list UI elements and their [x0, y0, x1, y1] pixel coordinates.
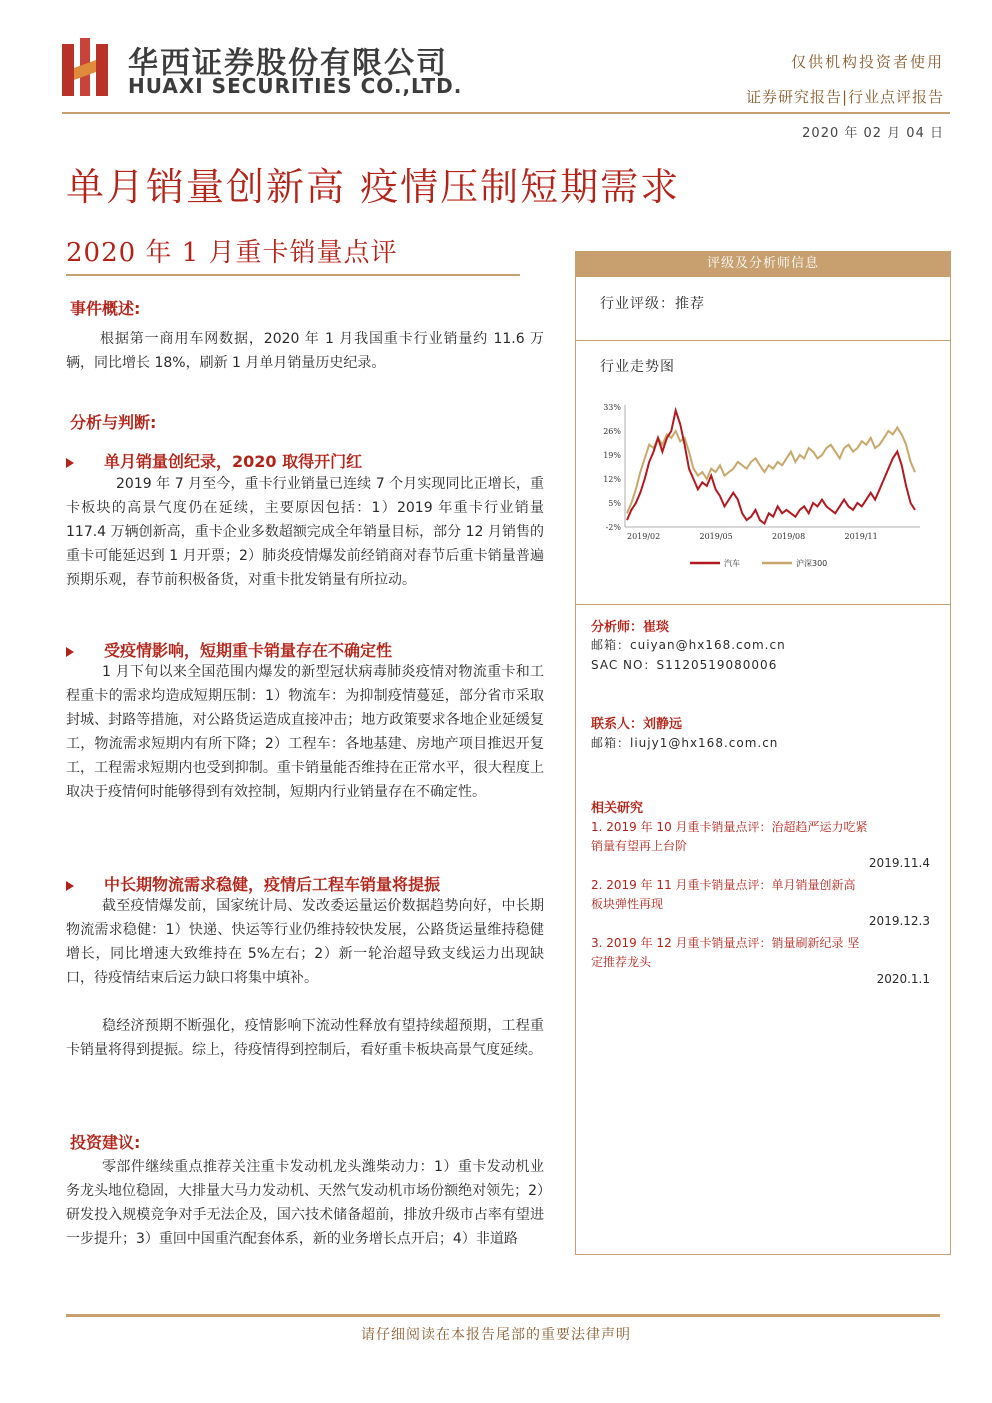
legend-label: 沪深300 — [796, 559, 828, 568]
related-item-1-date: 2019.11.4 — [868, 856, 930, 870]
related-item-2-line2[interactable]: 板块弹性再现 — [591, 897, 664, 911]
y-tick-label: 26% — [603, 427, 621, 436]
bullet-triangle-icon — [66, 458, 74, 468]
x-tick-label: 2019/08 — [772, 532, 806, 541]
contact-email[interactable]: 邮箱：liujy1@hx168.com.cn — [591, 736, 779, 750]
sidebar-divider — [575, 340, 951, 341]
bullet-triangle-icon — [66, 881, 74, 891]
footer-disclaimer: 请仔细阅读在本报告尾部的重要法律声明 — [361, 1327, 631, 1343]
report-subtitle: 2020 年 1 月重卡销量点评 — [66, 238, 398, 268]
bullet-body-3a: 截至疫情爆发前，国家统计局、发改委运量运价数据趋势向好，中长期物流需求稳健：1）快递、快运等行业仍维持较快发展，公路货运量维持稳健增长，同比增速大致维持在 5%左右；2）新一轮治超导致支线运力出现缺口，待疫情结束后运力缺口将集中填补。 — [66, 898, 544, 986]
event-summary-heading: 事件概述: — [70, 299, 141, 318]
bullet-body-3b: 稳经济预期不断强化，疫情影响下流动性释放有望持续超预期，工程重卡销量将得到提振。综上，待疫情得到控制后，看好重卡板块高景气度延续。 — [66, 1018, 544, 1058]
industry-rating: 行业评级：推荐 — [600, 296, 705, 312]
bullet-heading-3 — [66, 872, 440, 895]
report-title: 单月销量创新高 疫情压制短期需求 — [66, 165, 681, 209]
y-tick-label: 12% — [603, 475, 621, 484]
sac-number: SAC NO：S1120519080006 — [591, 658, 778, 672]
header-divider — [62, 112, 950, 114]
bullet-heading-2-text: 受疫情影响，短期重卡销量存在不确定性 — [104, 641, 393, 660]
industry-trend-chart — [590, 395, 930, 575]
contact-name: 联系人：刘静远 — [591, 717, 683, 732]
analyst-name: 分析师：崔琰 — [591, 620, 670, 635]
related-item-3-line2[interactable]: 定推荐龙头 — [591, 955, 652, 969]
related-item-1-line1[interactable]: 1. 2019 年 10 月重卡销量点评：治超趋严运力吃紧 — [591, 820, 868, 834]
report-type: 证券研究报告|行业点评报告 — [745, 88, 944, 106]
bullet-body-1: 2019 年 7 月至今，重卡行业销量已连续 7 个月实现同比正增长，重卡板块的高景气度仍在延续，主要原因包括：1）2019 年重卡行业销量 117.4 万辆创新高，重卡企业多数超额完成全年销量目标，部分 12 月销售的重卡可能延迟到 1 月开票；2）肺炎疫情爆发前经销商对春节后重卡销量普遍预期乐观，春节前积极备货，对重卡批发销量有所拉动。 — [66, 476, 544, 588]
related-item-3-date: 2020.1.1 — [876, 972, 930, 986]
trend-chart-label: 行业走势图 — [600, 359, 675, 375]
series-line — [627, 428, 915, 514]
sidebar-header: 评级及分析师信息 — [575, 251, 951, 277]
related-item-2-line1[interactable]: 2. 2019 年 11 月重卡销量点评：单月销量创新高 — [591, 878, 856, 892]
related-research-heading: 相关研究 — [591, 801, 644, 816]
bullet-triangle-icon — [66, 647, 74, 657]
y-tick-label: 19% — [603, 451, 621, 460]
bullet-heading-3-text: 中长期物流需求稳健，疫情后工程车销量将提振 — [104, 875, 441, 894]
analyst-email[interactable]: 邮箱：cuiyan@hx168.com.cn — [591, 638, 786, 652]
bullet-body-2: 1 月下旬以来全国范围内爆发的新型冠状病毒肺炎疫情对物流重卡和工程重卡的需求均造成短期压制：1）物流车：为抑制疫情蔓延，部分省市采取封城、封路等措施，对公路货运造成直接冲击；地方政策要求各地企业延缓复工，物流需求短期内有所下降；2）工程车：各地基建、房地产项目推迟开复工，工程需求短期内也受到抑制。重卡销量能否维持在正常水平，很大程度上取决于疫情何时能够得到有效控制，短期内行业销量存在不确定性。 — [66, 664, 544, 800]
event-summary-text: 根据第一商用车网数据，2020 年 1 月我国重卡行业销量约 11.6 万辆，同比增长 18%，刷新 1 月单月销量历史纪录。 — [66, 331, 544, 371]
bullet-heading-1 — [66, 449, 362, 472]
company-name-en: HUAXI SECURITIES CO.,LTD. — [128, 74, 463, 98]
analysis-heading: 分析与判断: — [70, 413, 157, 432]
report-date: 2020 年 02 月 04 日 — [802, 126, 944, 141]
x-tick-label: 2019/05 — [699, 532, 733, 541]
y-tick-label: 33% — [603, 403, 621, 412]
related-item-2-date: 2019.12.3 — [868, 914, 930, 928]
y-tick-label: -2% — [605, 523, 621, 532]
investment-text: 零部件继续重点推荐关注重卡发动机龙头潍柴动力：1）重卡发动机业务龙头地位稳固，大排量大马力发动机、天然气发动机市场份额绝对领先；2）研发投入规模竞争对手无法企及，国六技术储备超前，排放升级市占率有望进一步提升；3）重回中国重汽配套体系，新的业务增长点开启；4）非道路 — [66, 1159, 544, 1247]
bullet-heading-1-text: 单月销量创纪录，2020 取得开门红 — [104, 452, 363, 471]
bullet-heading-2 — [66, 638, 392, 661]
investment-heading: 投资建议: — [70, 1133, 141, 1152]
related-item-3-line1[interactable]: 3. 2019 年 12 月重卡销量点评：销量刷新纪录 坚 — [591, 936, 860, 950]
sidebar-divider — [575, 604, 951, 605]
company-name-cn: 华西证券股份有限公司 — [128, 46, 448, 81]
y-tick-label: 5% — [608, 499, 621, 508]
related-item-1-line2[interactable]: 销量有望再上台阶 — [591, 839, 688, 853]
x-tick-label: 2019/11 — [844, 532, 878, 541]
x-tick-label: 2019/02 — [627, 532, 661, 541]
legend-label: 汽车 — [724, 559, 740, 568]
audience-note: 仅供机构投资者使用 — [790, 53, 944, 71]
huaxi-logo-icon — [62, 38, 116, 96]
footer-divider — [66, 1314, 940, 1317]
subtitle-divider — [66, 274, 520, 276]
